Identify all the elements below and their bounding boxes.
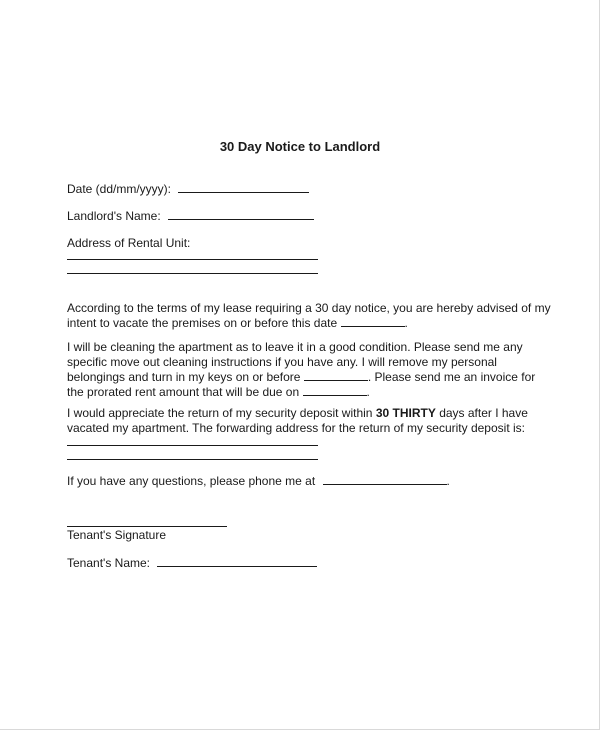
deposit-line-1-end: days after I have — [439, 406, 528, 420]
page-title: 30 Day Notice to Landlord — [219, 139, 381, 154]
cleaning-line-3-text: belongings and turn in my keys on or before — [67, 370, 301, 384]
landlord-name-blank[interactable] — [168, 209, 314, 220]
cleaning-line-3 — [67, 370, 542, 385]
cleaning-line-4-text: the prorated rent amount that will be due on — [67, 385, 300, 399]
cleaning-line-2: specific move out cleaning instructions if you have any. I will remove my personal — [67, 355, 497, 369]
forwarding-address-line-2[interactable] — [67, 459, 318, 460]
cleaning-line-4-end: . — [366, 385, 370, 399]
signature-label: Tenant's Signature — [67, 528, 167, 542]
rent-due-date-blank[interactable] — [303, 385, 367, 396]
questions-text: If you have any questions, please phone me at — [67, 474, 316, 488]
forwarding-address-line-1[interactable] — [67, 445, 318, 446]
notice-paragraph — [67, 301, 551, 331]
questions-end: . — [446, 474, 450, 488]
cleaning-line-3-end: . Please send me an invoice for — [367, 370, 536, 384]
cleaning-line-1: I will be cleaning the apartment as to leave it in a good condition. Please send me any — [67, 340, 523, 354]
date-label: Date (dd/mm/yyyy): — [67, 182, 172, 196]
deposit-line-1-text: I would appreciate the return of my security deposit within — [67, 406, 373, 420]
address-blank-line-2[interactable] — [67, 273, 318, 274]
deposit-line-1 — [67, 406, 542, 421]
notice-line-2 — [67, 316, 542, 331]
tenant-name-label: Tenant's Name: — [67, 556, 150, 570]
date-blank[interactable] — [178, 182, 309, 193]
questions-row — [67, 474, 450, 489]
deposit-line-2: vacated my apartment. The forwarding address for the return of my security deposit is: — [67, 421, 525, 435]
keys-date-blank[interactable] — [304, 370, 368, 381]
cleaning-paragraph — [67, 340, 542, 400]
tenant-name-blank[interactable] — [157, 556, 317, 567]
date-row — [67, 182, 309, 197]
notice-line-1: According to the terms of my lease requiring a 30 day notice, you are hereby advised of my — [67, 301, 551, 315]
cleaning-line-4 — [67, 385, 542, 400]
landlord-name-label: Landlord's Name: — [67, 209, 161, 223]
notice-line-2-end: . — [404, 316, 408, 330]
signature-line[interactable] — [67, 526, 227, 527]
deposit-paragraph — [67, 406, 542, 436]
address-label: Address of Rental Unit: — [67, 236, 191, 250]
deposit-days-emphasis: 30 THIRTY — [375, 406, 436, 420]
landlord-name-row — [67, 209, 314, 224]
tenant-name-row — [67, 556, 317, 571]
address-blank-line-1[interactable] — [67, 259, 318, 260]
notice-line-2-text: intent to vacate the premises on or before this date — [67, 316, 338, 330]
phone-blank[interactable] — [323, 474, 447, 485]
vacate-date-blank[interactable] — [341, 316, 405, 327]
